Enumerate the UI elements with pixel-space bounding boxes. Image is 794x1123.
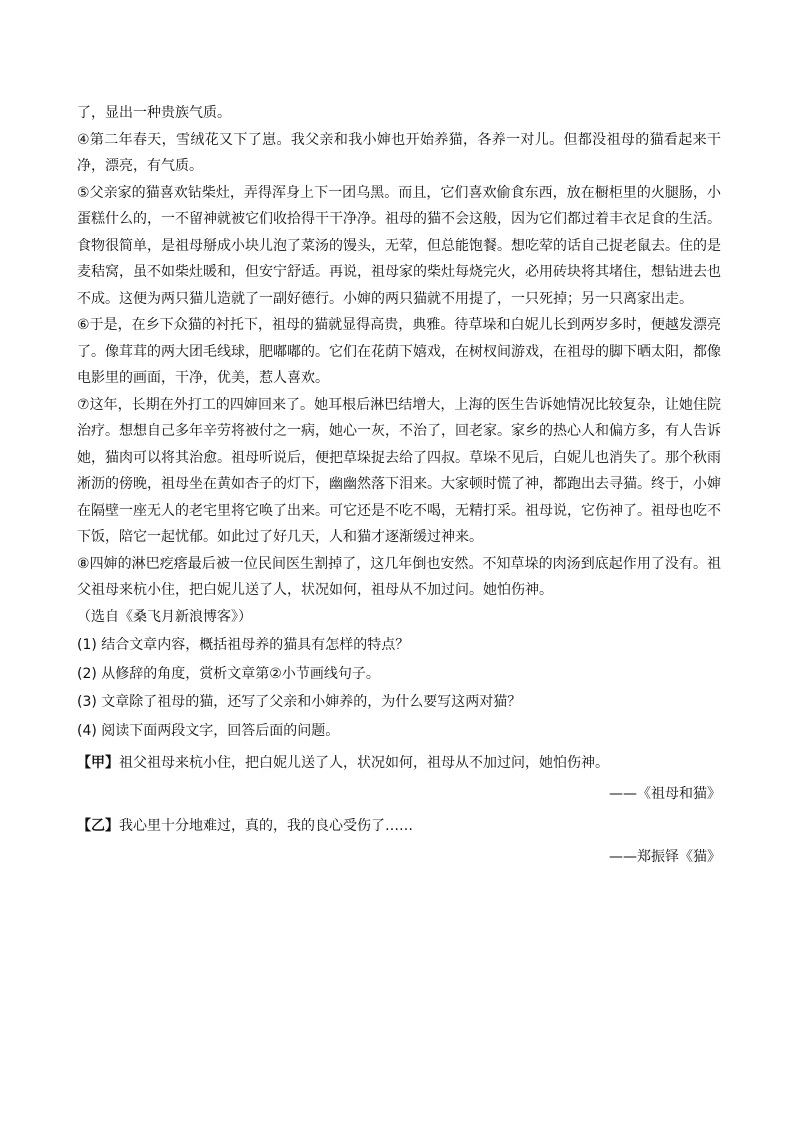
question-4: (4) 阅读下面两段文字，回答后面的问题。 [77,722,340,739]
quote-jia-attribution: ——《祖母和猫》 [609,785,721,802]
quote-yi-attribution: ——郑振铎《猫》 [609,848,721,865]
question-3: (3) 文章除了祖母的猫，还写了父亲和小婶养的，为什么要写这两对猫？ [77,694,522,710]
quote-jia-tag: 【甲】 [77,755,119,771]
paragraph-continuation: 了，显出一种贵族气质。 [77,105,231,121]
paragraph-7: ⑦这年，长期在外打工的四婶回来了。她耳根后淋巴结增大，上海的医生告诉她情况比较复杂，让她住院治疗。想想自己多年辛劳将被付之一病，她心一灰，不治了，回老家。家乡的热心人和偏方多，有人告诉她，猫肉可以将其治愈。祖母听说后，便把草垛捉去给了四叔。草垛不见后，白妮儿也消失了。那个秋雨淅沥的傍晚，祖母坐在黄如杏子的灯下，幽幽然落下泪来。大家顿时慌了神，都跑出去寻猫。终于，小婶在隔壁一座无人的老宅里将它唤了出来。可它还是不吃不喝，无精打采。祖母说，它伤神了。祖母也吃不下饭，陪它一起忧郁。如此过了好几天，人和猫才逐渐缓过神来。 [77,396,721,545]
quote-yi-text: 我心里十分地难过，真的，我的良心受伤了…… [119,818,413,834]
quote-jia [77,750,721,777]
paragraph-5: ⑤父亲家的猫喜欢钻柴灶，弄得浑身上下一团乌黑。而且，它们喜欢偷食东西，放在橱柜里的火腿肠，小蛋糕什么的，一不留神就被它们收拾得干干净净。祖母的猫不会这般，因为它们都过着丰衣足食的生活。食物很简单，是祖母掰成小块儿泡了菜汤的馒头，无荤，但总能饱餐。想吃荤的话自己捉老鼠去。住的是麦秸窝，虽不如柴灶暖和，但安宁舒适。再说，祖母家的柴灶每烧完火，必用砖块将其堵住，想钻进去也不成。这便为两只猫儿造就了一副好德行。小婶的两只猫就不用提了，一只死掉；另一只离家出走。 [77,184,721,307]
question-1: (1) 结合文章内容，概括祖母养的猫具有怎样的特点？ [77,637,410,653]
quote-yi [77,813,721,840]
document-page [77,100,721,870]
paragraph-6: ⑥于是，在乡下众猫的衬托下，祖母的猫就显得高贵，典雅。待草垛和白妮儿长到两岁多时，便越发漂亮了。像茸茸的两大团毛线球，肥嘟嘟的。它们在花荫下嬉戏，在树杈间游戏，在祖母的脚下晒太阳，都像电影里的画面，干净，优美，惹人喜欢。 [77,317,721,386]
source-citation: （选自《桑飞月新浪博客》） [77,608,252,625]
question-2: (2) 从修辞的角度，赏析文章第②小节画线句子。 [77,665,380,682]
quote-jia-text: 祖父祖母来杭小住，把白妮儿送了人，状况如何，祖母从不加过问，她怕伤神。 [119,755,609,771]
paragraph-4: ④第二年春天，雪绒花又下了崽。我父亲和我小婶也开始养猫，各养一对儿。但都没祖母的猫看起来干净，漂亮，有气质。 [77,131,721,174]
quote-yi-tag: 【乙】 [77,818,119,834]
paragraph-8: ⑧四婶的淋巴疙瘩最后被一位民间医生割掉了，这几年倒也安然。不知草垛的肉汤到底起作用了没有。祖父祖母来杭小住，把白妮儿送了人，状况如何，祖母从不加过问。她怕伤神。 [77,555,721,598]
